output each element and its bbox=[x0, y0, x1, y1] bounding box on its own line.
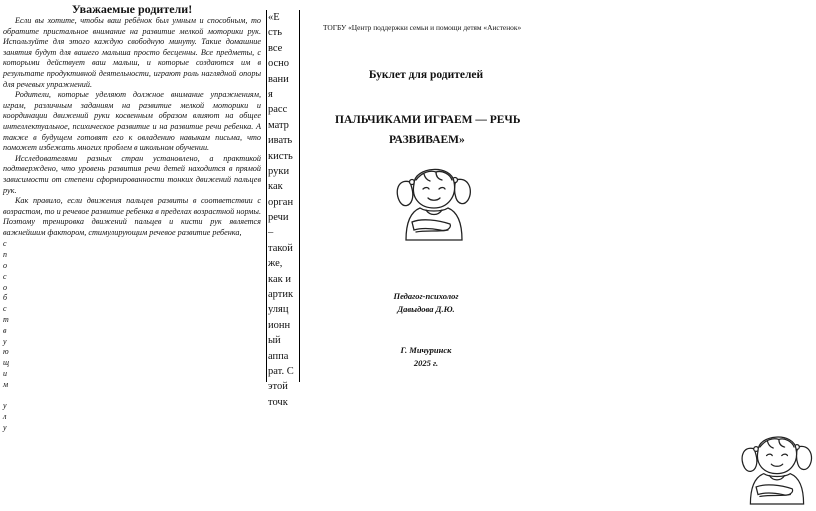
vertical-letters bbox=[3, 239, 261, 433]
year: 2025 г. bbox=[413, 358, 439, 368]
vertical-letter: л bbox=[3, 412, 7, 422]
vertical-letter: щ bbox=[3, 358, 10, 368]
middle-word: руки bbox=[268, 165, 290, 177]
author-role: Педагог-психолог bbox=[393, 291, 459, 301]
middle-word: рат. С bbox=[268, 365, 294, 377]
vertical-letter: у bbox=[3, 423, 7, 433]
middle-word: кисть bbox=[268, 150, 293, 162]
middle-word: аппа bbox=[268, 350, 289, 362]
title-line-1: ПАЛЬЧИКАМИ ИГРАЕМ — РЕЧЬ bbox=[335, 114, 521, 126]
left-column bbox=[3, 3, 261, 434]
middle-word: матр bbox=[268, 119, 289, 131]
vertical-letter: и bbox=[3, 369, 7, 379]
middle-word: орган bbox=[268, 196, 294, 208]
middle-word: уляц bbox=[268, 304, 289, 316]
paragraph-2: Родители, которые уделяют должное внимание упражнениям, играм, различным заданиям на развитие мелкой моторики и координации движений руки косвенным образом влияют на общее интеллектуальное, психическое развитие и на развитие речи ребенка. А также в будущем готовят его к овладению навыкам письма, что поможет избежать многих проблем в школьном обучении. bbox=[3, 90, 261, 153]
girl-illustration bbox=[394, 160, 474, 242]
middle-word: ый bbox=[268, 335, 281, 347]
paragraph-1: Если вы хотите, чтобы ваш ребёнок был умным и способным, то обратите пристальное внимание на развитие мелкой моторики рук. Используйте для этого каждую свободную минуту. Такие домашние занятия будут для вашего малыша просто бесценны. Все предметы, с которыми действует ваш малыш, и которые создаются им в результате продуктивной деятельности, играют роль наглядной опоры для речевых упражнений. bbox=[3, 16, 261, 89]
cover-column bbox=[300, 0, 552, 400]
middle-word: расс bbox=[268, 104, 288, 116]
paragraph-4: Как правило, если движения пальцев развиты в соответствии с возрастом, то и речевое развитие ребенка в пределах возрастной нормы. Поэтому тренировка движений пальцев и кисти рук является важнейшим фактором, стимулирующим речевое развитие ребенка, bbox=[3, 196, 261, 237]
author-name: Давыдова Д.Ю. bbox=[397, 304, 455, 314]
middle-word: как и bbox=[268, 273, 291, 285]
vertical-letter: ю bbox=[3, 347, 9, 357]
middle-word: ионн bbox=[268, 319, 291, 331]
vertical-letter: о bbox=[3, 282, 7, 292]
middle-word: – bbox=[268, 227, 274, 239]
middle-word: речи bbox=[268, 212, 289, 224]
organization-name: ТОГБУ «Центр поддержки семьи и помощи детям «Аистенок» bbox=[323, 23, 522, 32]
middle-word: вани bbox=[268, 73, 289, 85]
vertical-letter: м bbox=[3, 379, 9, 389]
vertical-letter: о bbox=[3, 261, 7, 271]
middle-word: я bbox=[268, 88, 273, 100]
title-line-2: РАЗВИВАЕМ» bbox=[389, 134, 465, 146]
vertical-letter: б bbox=[3, 293, 8, 303]
middle-word: сть bbox=[268, 27, 283, 39]
vertical-letter: в bbox=[3, 325, 7, 335]
middle-word: ивать bbox=[268, 135, 293, 147]
city: Г. Мичуринск bbox=[400, 345, 452, 355]
vertical-letter: т bbox=[3, 315, 9, 325]
middle-word: все bbox=[268, 42, 283, 54]
parents-heading: Уважаемые родители! bbox=[71, 2, 193, 16]
vertical-letter: с bbox=[3, 304, 7, 314]
middle-word: этой bbox=[268, 381, 288, 393]
vertical-letter bbox=[3, 391, 11, 402]
middle-word: точк bbox=[268, 396, 288, 408]
middle-word: осно bbox=[268, 58, 290, 70]
vertical-letter: у bbox=[3, 336, 7, 346]
middle-column bbox=[266, 10, 300, 408]
middle-word: артик bbox=[268, 289, 294, 301]
middle-word: как bbox=[268, 181, 283, 193]
vertical-letter: у bbox=[3, 401, 7, 411]
middle-word: «Е bbox=[268, 12, 280, 23]
vertical-letter: с bbox=[3, 239, 7, 249]
vertical-letter: п bbox=[3, 250, 7, 260]
middle-word: же, bbox=[268, 258, 283, 270]
booklet-subtitle: Буклет для родителей bbox=[368, 69, 484, 81]
vertical-letter: с bbox=[3, 271, 7, 281]
girl-illustration-small bbox=[739, 425, 815, 509]
middle-word: такой bbox=[268, 242, 293, 254]
paragraph-3: Исследователями разных стран установлено, а практикой подтверждено, что уровень развития речи детей находится в прямой зависимости от степени сформированности тонких движений пальцев рук. bbox=[3, 153, 261, 195]
